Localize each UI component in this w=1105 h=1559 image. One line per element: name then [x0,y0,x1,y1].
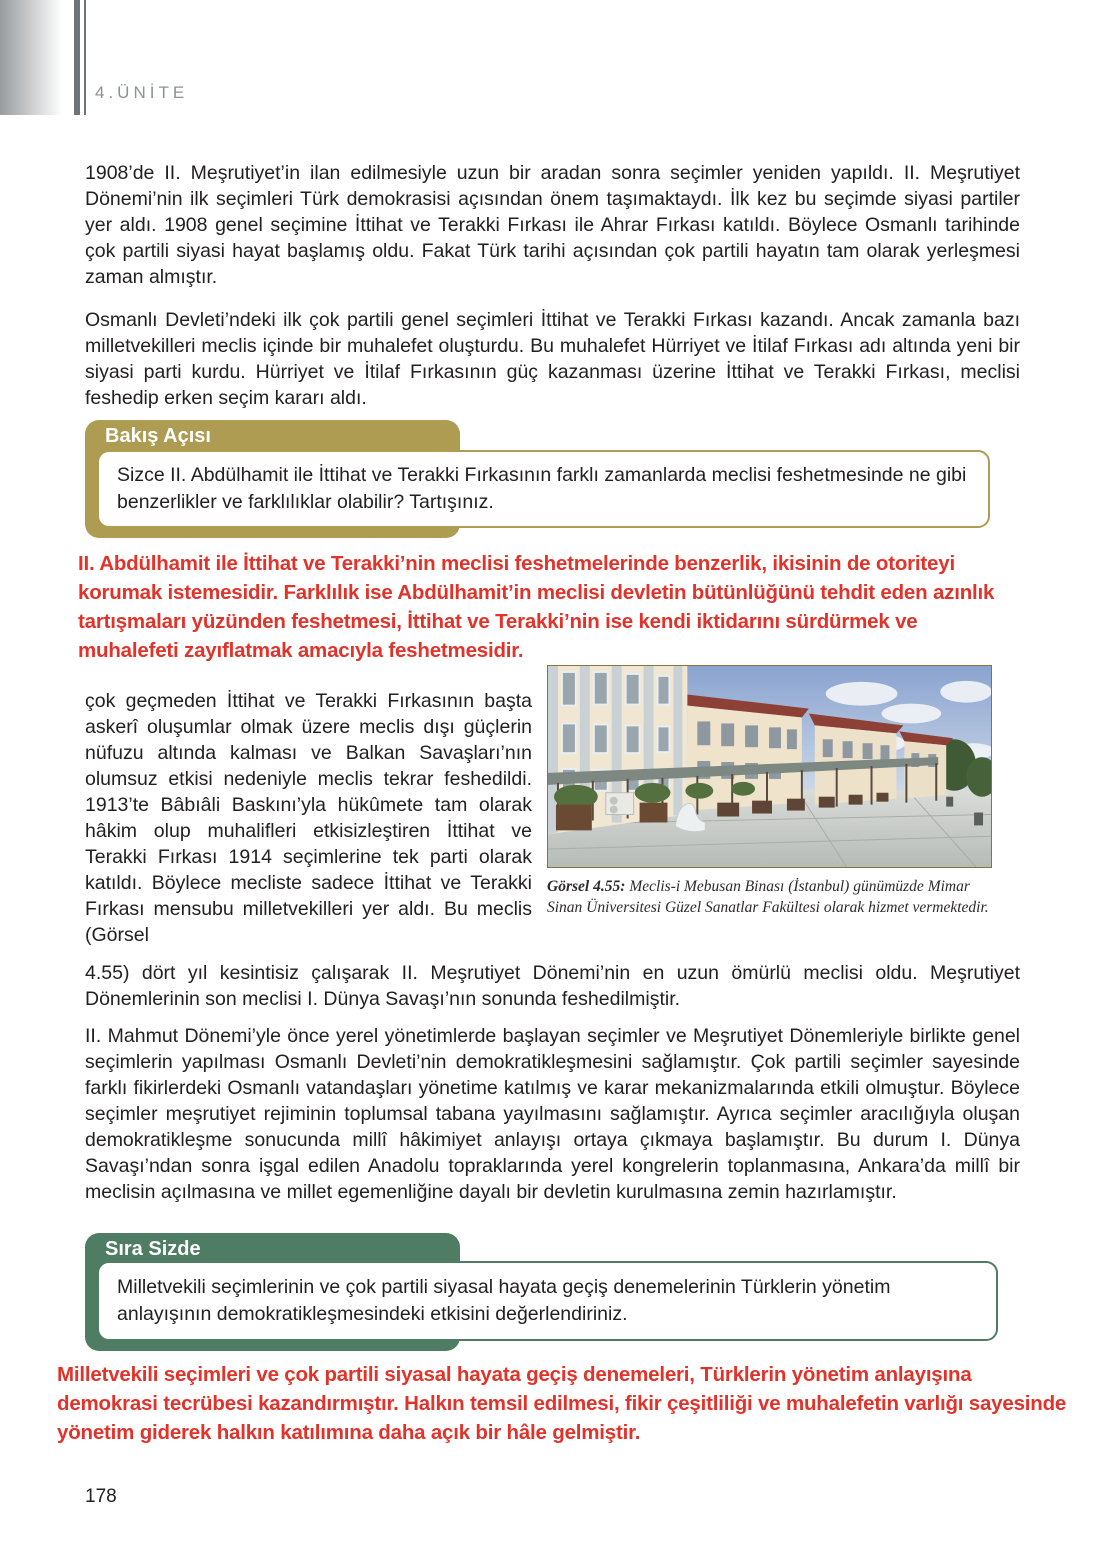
unit-label: 4.ÜNİTE [95,83,189,102]
paragraph-meclis-continuation: 4.55) dört yıl kesintisiz çalışarak II. Meşrutiyet Dönemi’nin en uzun ömürlü meclisi oldu. Meşrutiyet Dönemlerinin son meclisi I. Dünya Savaşı’nın sonunda feshedilmiştir. [85,961,1020,1010]
paragraph-meclis-left-column: çok geçmeden İttihat ve Terakki Fırkasının başta askerî oluşumlar olmak üzere meclis dışı güçlerin nüfuzu altında kalması ve Balkan Savaşları’nın olumsuz etkisi nedeniyle meclis tekrar feshedildi. 1913’te Bâbıâli Baskını’yla hükûmete tam olarak hâkim olup muhalifleri etkisizleştiren İttihat ve Terakki Fırkası 1914 seçimlerine tek parti olarak katıldı. Böylece mecliste sadece İttihat ve Terakki Fırkası mensubu milletvekilleri yer aldı. Bu meclis (Görsel [85,689,532,946]
unit-header-bar-thin [84,0,86,115]
figure-caption [547,876,989,918]
bakis-acisi-title: Bakış Açısı [105,425,211,447]
sira-sizde-question: Milletvekili seçimlerinin ve çok partili siyasal hayata geçiş denemelerinin Türklerin yönetim anlayışının demokratikleşmesindeki etkisini değerlendiriniz. [97,1261,998,1341]
paragraph-democratization: II. Mahmut Dönemi’yle önce yerel yönetimlerde başlayan seçimler ve Meşrutiyet Dönemleriyle birlikte genel seçimlerin yapılması Osmanlı Devleti’nin demokratikleşmesini sağlamıştır. Çok partili seçimler sayesinde farklı fikirlerdeki Osmanlı vatandaşları yönetime katılmış ve karar mekanizmalarında etkili olmuştur. Böylece seçimler meşrutiyet rejiminin toplumsal tabana yayılmasını sağlamıştır. Ayrıca seçimler aracılığıyla oluşan demokratikleşme sonucunda millî hâkimiyet anlayışı ortaya çıkmaya başlamıştır. Bu durum I. Dünya Savaşı’ndan sonra işgal edilen Anadolu topraklarında yerel kongrelerin toplanmasına, Ankara’da millî bir meclisin açılmasına ve millet egemenliğine dayalı bir devletin kurulmasına zemin hazırlamıştır. [85,1024,1020,1203]
bakis-acisi-question: Sizce II. Abdülhamit ile İttihat ve Terakki Fırkasının farklı zamanlarda meclisi feshetmesinde ne gibi benzerlikler ve farklılıklar olabilir? Tartışınız. [97,450,990,528]
unit-header-gradient [0,0,62,115]
sira-sizde-title: Sıra Sizde [105,1238,201,1260]
paragraph-first-multiparty: Osmanlı Devleti’ndeki ilk çok partili genel seçimleri İttihat ve Terakki Fırkası kazandı. Ancak zamanla bazı milletvekilleri meclis içinde bir muhalefet oluşturdu. Bu muhalefet Hürriyet ve İtilaf Fırkası adı altında yeni bir siyasi parti kurdu. Hürriyet ve İtilaf Fırkasının güç kazanması üzerine İttihat ve Terakki Fırkası, meclisi feshedip erken seçim kararı aldı. [85,308,1020,409]
meclis-i-mebusan-photo [547,665,992,868]
figure-caption-label: Görsel 4.55: [547,878,626,895]
building-photo-illustration [548,666,991,867]
student-answer-2: Milletvekili seçimleri ve çok partili siyasal hayata geçiş denemeleri, Türklerin yönetim anlayışına demokrasi tecrübesi kazandırmıştır. Halkın temsil edilmesi, fikir çeşitliliği ve muhalefetin varlığı sayesinde yönetim giderek halkın katılımına daha açık bir hâle gelmiştir. [57,1363,1067,1444]
page-number: 178 [85,1486,117,1507]
figure-caption-text: Meclis-i Mebusan Binası (İstanbul) günümüzde Mimar Sinan Üniversitesi Güzel Sanatlar Fakültesi olarak hizmet vermektedir. [547,878,989,916]
student-answer-1: II. Abdülhamit ile İttihat ve Terakki’nin meclisi feshetmelerinde benzerlik, ikisinin de otoriteyi korumak istemesidir. Farklılık ise Abdülhamit’in meclisi devletin bütünlüğünü tehdit eden azınlık tartışmaları yüzünden feshetmesi, İttihat ve Terakki’nin ise kendi iktidarını sürdürmek ve muhalefeti zayıflatmak amacıyla feshetmesidir. [78,552,995,662]
paragraph-elections-1908: 1908’de II. Meşrutiyet’in ilan edilmesiyle uzun bir aradan sonra seçimler yeniden yapıldı. II. Meşrutiyet Dönemi’nin ilk seçimleri Türk demokrasisi açısından önem taşımaktaydı. İlk kez bu seçimde siyasi partiler yer aldı. 1908 genel seçimine İttihat ve Terakki Fırkası ile Ahrar Fırkası katıldı. Böylece Osmanlı tarihinde çok partili siyasi hayat başlamış oldu. Fakat Türk tarihi açısından çok partili hayatın tam olarak yerleşmesi zaman almıştır. [85,161,1020,288]
unit-header-bar-thick [74,0,80,115]
